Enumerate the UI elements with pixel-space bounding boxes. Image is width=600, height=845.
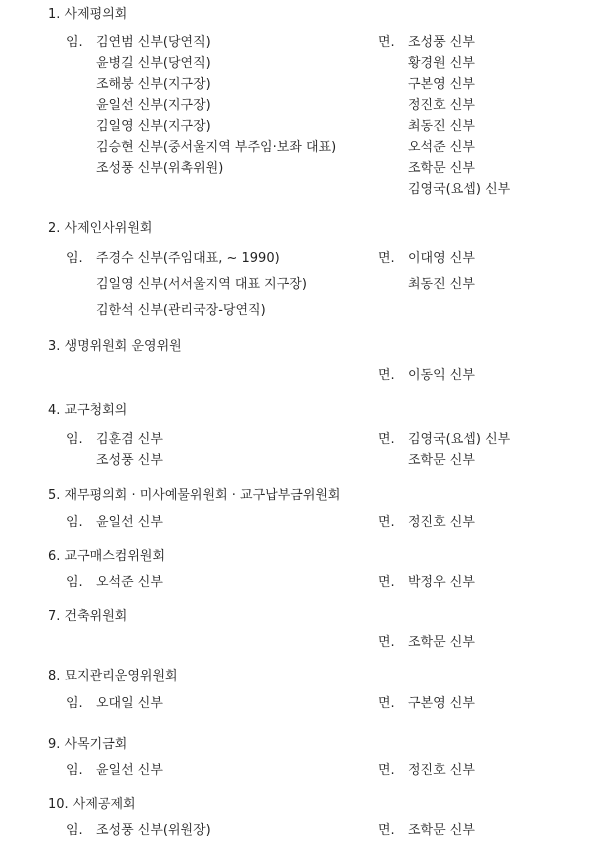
appointed-name: 김훈겸 신부 (96, 432, 163, 447)
dismissed-label: 면. (378, 823, 395, 838)
dismissed-name: 최동진 신부 (408, 277, 475, 292)
appointed-name: 윤일선 신부(지구장) (96, 98, 211, 113)
dismissed-name: 조학문 신부 (408, 635, 475, 650)
dismissed-name: 구본영 신부 (408, 696, 475, 711)
appointed-name: 조성풍 신부(위촉위원) (96, 161, 224, 176)
dismissed-name: 최동진 신부 (408, 119, 475, 134)
appointed-name: 오대일 신부 (96, 696, 163, 711)
dismissed-name: 구본영 신부 (408, 77, 475, 92)
dismissed-name: 조학문 신부 (408, 823, 475, 838)
appointed-name: 김일영 신부(지구장) (96, 119, 211, 134)
appointed-label: 임. (66, 251, 83, 266)
dismissed-label: 면. (378, 575, 395, 590)
dismissed-name: 이대영 신부 (408, 251, 475, 266)
dismissed-name: 정진호 신부 (408, 763, 475, 778)
dismissed-name: 조학문 신부 (408, 453, 475, 468)
appointed-name: 김연범 신부(당연직) (96, 35, 211, 50)
section-title: 1. 사제평의회 (48, 7, 128, 22)
dismissed-name: 정진호 신부 (408, 98, 475, 113)
dismissed-label: 면. (378, 368, 395, 383)
section-title: 3. 생명위원회 운영위원 (48, 339, 182, 354)
appointed-label: 임. (66, 35, 83, 50)
dismissed-label: 면. (378, 515, 395, 530)
dismissed-label: 면. (378, 763, 395, 778)
dismissed-name: 김영국(요셉) 신부 (408, 432, 511, 447)
appointed-label: 임. (66, 575, 83, 590)
appointed-name: 조성풍 신부 (96, 453, 163, 468)
section-title: 10. 사제공제회 (48, 797, 136, 812)
appointed-name: 주경수 신부(주임대표, ~ 1990) (96, 251, 280, 266)
dismissed-label: 면. (378, 251, 395, 266)
appointed-name: 조성풍 신부(위원장) (96, 823, 211, 838)
appointed-name: 김한석 신부(관리국장-당연직) (96, 303, 266, 318)
appointed-label: 임. (66, 432, 83, 447)
dismissed-name: 황경원 신부 (408, 56, 475, 71)
section-title: 5. 재무평의회 · 미사예물위원회 · 교구납부금위원회 (48, 488, 341, 503)
appointed-name: 오석준 신부 (96, 575, 163, 590)
dismissed-label: 면. (378, 635, 395, 650)
dismissed-name: 조성풍 신부 (408, 35, 475, 50)
section-title: 8. 묘지관리운영위원회 (48, 669, 178, 684)
section-title: 7. 건축위원회 (48, 609, 128, 624)
appointed-label: 임. (66, 515, 83, 530)
section-title: 9. 사목기금회 (48, 737, 128, 752)
appointed-name: 윤일선 신부 (96, 763, 163, 778)
dismissed-label: 면. (378, 35, 395, 50)
dismissed-name: 오석준 신부 (408, 140, 475, 155)
section-title: 6. 교구매스컴위원회 (48, 549, 165, 564)
appointed-label: 임. (66, 823, 83, 838)
dismissed-name: 조학문 신부 (408, 161, 475, 176)
dismissed-name: 박정우 신부 (408, 575, 475, 590)
dismissed-name: 정진호 신부 (408, 515, 475, 530)
appointed-name: 윤병길 신부(당연직) (96, 56, 211, 71)
section-title: 2. 사제인사위원회 (48, 221, 153, 236)
appointed-label: 임. (66, 696, 83, 711)
appointed-name: 조해붕 신부(지구장) (96, 77, 211, 92)
section-title: 4. 교구청회의 (48, 403, 128, 418)
dismissed-name: 이동익 신부 (408, 368, 475, 383)
appointed-label: 임. (66, 763, 83, 778)
appointed-name: 김승현 신부(중서울지역 부주임·보좌 대표) (96, 140, 337, 155)
appointed-name: 윤일선 신부 (96, 515, 163, 530)
dismissed-label: 면. (378, 696, 395, 711)
dismissed-name: 김영국(요셉) 신부 (408, 182, 511, 197)
appointed-name: 김일영 신부(서서울지역 대표 지구장) (96, 277, 307, 292)
dismissed-label: 면. (378, 432, 395, 447)
